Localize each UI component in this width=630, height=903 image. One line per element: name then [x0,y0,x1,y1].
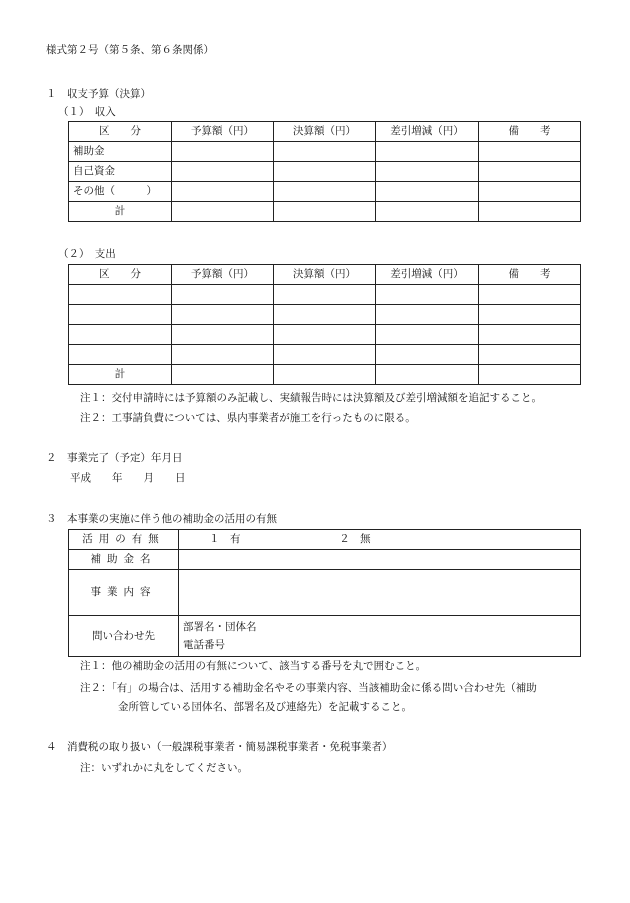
settlement-cell[interactable] [274,325,376,345]
income-table [68,121,581,222]
table-row [69,285,581,305]
table-row [69,325,581,345]
contact-phone: 電話番号 [183,639,225,651]
difference-cell[interactable] [376,162,479,182]
table-row [69,345,581,365]
settlement-cell[interactable] [274,345,376,365]
subsidy-name-row [69,550,581,570]
project-field[interactable] [179,570,581,616]
subsidy-name-label: 補助金名 [69,550,179,570]
subsidy-table [68,529,581,657]
col-settlement: 決算額（円） [274,265,376,285]
budget-cell[interactable] [172,202,274,222]
section1-note-1: 注１：交付申請時には予算額のみ記載し、実績報告時には決算額及び差引増減額を追記すること。 [80,392,542,404]
section3-note-1: 注１：他の補助金の活用の有無について、該当する番号を丸で囲むこと。 [80,660,427,672]
row-label[interactable] [69,285,172,305]
table-row [69,142,581,162]
budget-cell[interactable] [172,365,274,385]
total-label: 計 [69,202,172,222]
difference-cell[interactable] [376,142,479,162]
section3-note-2: 注２：「有」の場合は、活用する補助金名やその事業内容、当該補助金に係る問い合わせ先（補助 [80,682,537,694]
settlement-cell[interactable] [274,285,376,305]
budget-cell[interactable] [172,182,274,202]
row-label: 自己資金 [69,162,172,182]
col-remarks: 備 考 [479,122,581,142]
table-row [69,162,581,182]
total-label: 計 [69,365,172,385]
expense-header-row [69,265,581,285]
budget-cell[interactable] [172,305,274,325]
settlement-cell[interactable] [274,365,376,385]
difference-cell[interactable] [376,305,479,325]
budget-cell[interactable] [172,325,274,345]
remarks-cell[interactable] [479,325,581,345]
budget-cell[interactable] [172,162,274,182]
expense-table [68,264,581,385]
col-budget: 予算額（円） [172,265,274,285]
section4-note: 注：いずれかに丸をしてください。 [80,762,248,774]
expense-subheading: （２） 支出 [58,248,116,260]
total-row [69,365,581,385]
difference-cell[interactable] [376,202,479,222]
section3-note-2-cont: 金所管している団体名、部署名及び連絡先）を記載すること。 [118,701,412,713]
difference-cell[interactable] [376,325,479,345]
remarks-cell[interactable] [479,182,581,202]
settlement-cell[interactable] [274,305,376,325]
remarks-cell[interactable] [479,285,581,305]
row-label[interactable] [69,345,172,365]
remarks-cell[interactable] [479,142,581,162]
contact-field[interactable] [179,616,581,657]
contact-department: 部署名・団体名 [183,621,257,633]
settlement-cell[interactable] [274,142,376,162]
col-budget: 予算額（円） [172,122,274,142]
col-settlement: 決算額（円） [274,122,376,142]
settlement-cell[interactable] [274,202,376,222]
income-header-row [69,122,581,142]
budget-cell[interactable] [172,142,274,162]
section2-heading: ２ 事業完了（予定）年月日 [46,452,183,464]
option-no[interactable]: ２ 無 [339,533,371,546]
difference-cell[interactable] [376,285,479,305]
remarks-cell[interactable] [479,162,581,182]
difference-cell[interactable] [376,182,479,202]
row-label: 補助金 [69,142,172,162]
project-label: 事業内容 [69,570,179,616]
budget-cell[interactable] [172,285,274,305]
budget-cell[interactable] [172,345,274,365]
remarks-cell[interactable] [479,345,581,365]
row-label: その他（ ） [69,182,172,202]
row-label[interactable] [69,305,172,325]
section1-heading: １ 収支予算（決算） [46,88,151,100]
subsidy-name-field[interactable] [179,550,581,570]
difference-cell[interactable] [376,345,479,365]
total-row [69,202,581,222]
col-category: 区 分 [69,122,172,142]
usage-row [69,530,581,550]
difference-cell[interactable] [376,365,479,385]
row-label[interactable] [69,325,172,345]
remarks-cell[interactable] [479,305,581,325]
usage-label: 活用の有無 [69,530,179,550]
col-difference: 差引増減（円） [376,122,479,142]
table-row [69,305,581,325]
contact-row [69,616,581,657]
col-difference: 差引増減（円） [376,265,479,285]
option-yes[interactable]: １ 有 [209,533,241,546]
settlement-cell[interactable] [274,162,376,182]
income-subheading: （１） 収入 [58,106,116,118]
col-category: 区 分 [69,265,172,285]
remarks-cell[interactable] [479,202,581,222]
completion-date: 平成 年 月 日 [70,472,186,484]
remarks-cell[interactable] [479,365,581,385]
contact-label: 問い合わせ先 [69,616,179,657]
section3-heading: ３ 本事業の実施に伴う他の補助金の活用の有無 [46,513,277,525]
form-title: 様式第２号（第５条、第６条関係） [46,44,214,56]
section1-note-2: 注２：工事請負費については、県内事業者が施工を行ったものに限る。 [80,412,416,424]
section4-heading: ４ 消費税の取り扱い（一般課税事業者・簡易課税事業者・免税事業者） [46,741,393,753]
project-row [69,570,581,616]
table-row [69,182,581,202]
col-remarks: 備 考 [479,265,581,285]
settlement-cell[interactable] [274,182,376,202]
